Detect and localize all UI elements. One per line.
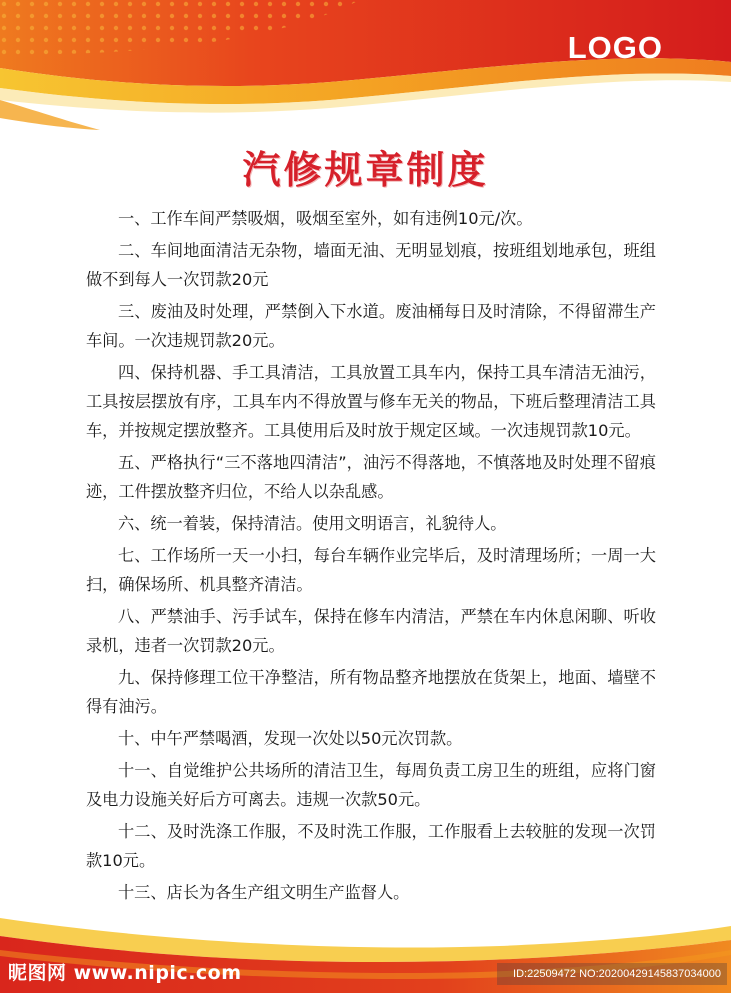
rule-item: 六、统一着装，保持清洁。使用文明语言，礼貌待人。 — [118, 514, 507, 533]
rule-item: 四、保持机器、手工具清洁，工具放置工具车内，保持工具车清洁无油污，工具按层摆放有序，工具车内不得放置与修车无关的物品，下班后整理清洁工具车，并按规定摆放整齐。工具使用后及时放于规定区域。一次违规罚款10元。 — [86, 363, 656, 440]
rule-item: 二、车间地面清洁无杂物，墙面无油、无明显划痕，按班组划地承包，班组做不到每人一次罚款20元 — [86, 241, 656, 289]
rule-item: 十一、自觉维护公共场所的清洁卫生，每周负责工房卫生的班组，应将门窗及电力设施关好后方可离去。违规一次款50元。 — [86, 761, 656, 809]
rules-list — [86, 204, 656, 910]
rule-item: 十、中午严禁喝酒，发现一次处以50元次罚款。 — [118, 729, 463, 748]
site-watermark: 昵图网 www.nipic.com — [8, 962, 242, 984]
page-title: 汽修规章制度 — [242, 148, 489, 192]
rule-item: 五、严格执行“三不落地四清洁”，油污不得落地，不慎落地及时处理不留痕迹，工件摆放整齐归位，不给人以杂乱感。 — [86, 453, 656, 501]
rule-item: 三、废油及时处理，严禁倒入下水道。废油桶每日及时清除，不得留滞生产车间。一次违规罚款20元。 — [86, 302, 656, 350]
rule-item: 九、保持修理工位干净整洁，所有物品整齐地摆放在货架上，地面、墙壁不得有油污。 — [86, 668, 656, 716]
logo: LOGO — [567, 30, 663, 65]
id-watermark: ID:22509472 NO:20200429145837034000 — [497, 963, 727, 985]
rule-item: 十三、店长为各生产组文明生产监督人。 — [118, 883, 410, 902]
rule-item: 八、严禁油手、污手试车，保持在修车内清洁，严禁在车内休息闲聊、听收录机，违者一次罚款20元。 — [86, 607, 656, 655]
rule-item: 七、工作场所一天一小扫，每台车辆作业完毕后，及时清理场所；一周一大扫，确保场所、机具整齐清洁。 — [86, 546, 656, 594]
rule-item: 十二、及时洗涤工作服，不及时洗工作服，工作服看上去较脏的发现一次罚款10元。 — [86, 822, 656, 870]
rule-item: 一、工作车间严禁吸烟，吸烟至室外，如有违例10元/次。 — [118, 209, 533, 228]
